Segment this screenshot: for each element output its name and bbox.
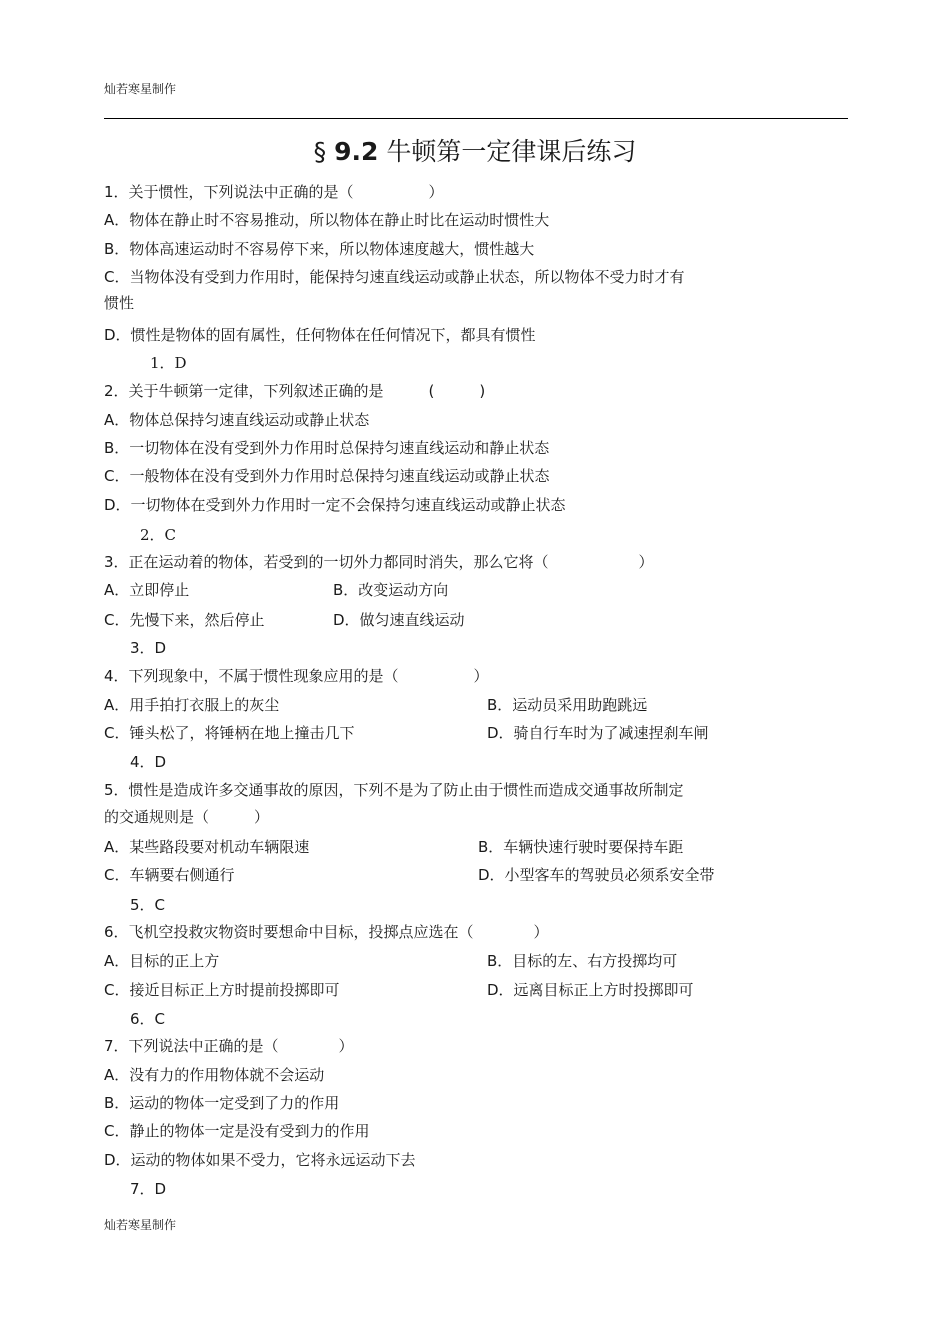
- q7-stem: 7．下列说法中正确的是（ ）: [104, 1037, 354, 1055]
- q7-option-c: C．静止的物体一定是没有受到力的作用: [104, 1122, 370, 1140]
- q3-stem: 3．正在运动着的物体，若受到的一切外力都同时消失，那么它将（ ）: [104, 553, 654, 571]
- q6-option-c: C．接近目标正上方时提前投掷即可: [104, 981, 340, 999]
- section-symbol: §: [313, 137, 327, 166]
- q2-option-a: A．物体总保持匀速直线运动或静止状态: [104, 411, 370, 429]
- q1-option-c: C．当物体没有受到力作用时，能保持匀速直线运动或静止状态，所以物体不受力时才有: [104, 268, 685, 286]
- q1-option-a: A．物体在静止时不容易推动，所以物体在静止时比在运动时惯性大: [104, 211, 550, 229]
- q1-stem: 1．关于惯性，下列说法中正确的是（ ）: [104, 183, 444, 201]
- q2-option-d: D．一切物体在受到外力作用时一定不会保持匀速直线运动或静止状态: [104, 496, 566, 514]
- q6-option-a: A．目标的正上方: [104, 952, 220, 970]
- q5-stem-cont: 的交通规则是（ ）: [104, 808, 270, 826]
- q3-option-c: C．先慢下来，然后停止: [104, 611, 265, 629]
- q5-stem: 5．惯性是造成许多交通事故的原因，下列不是为了防止由于惯性而造成交通事故所制定: [104, 781, 684, 799]
- q7-option-a: A．没有力的作用物体就不会运动: [104, 1066, 325, 1084]
- q4-option-a: A．用手拍打衣服上的灰尘: [104, 696, 280, 714]
- q5-answer: 5．C: [130, 896, 166, 914]
- q3-option-d: D．做匀速直线运动: [333, 611, 465, 629]
- page-footer: 灿若寒星制作: [104, 1218, 177, 1232]
- q5-option-d: D．小型客车的驾驶员必须系安全带: [478, 866, 715, 884]
- q6-stem: 6．飞机空投救灾物资时要想命中目标，投掷点应选在（ ）: [104, 923, 549, 941]
- q3-option-b: B．改变运动方向: [333, 581, 449, 599]
- title-text: 牛顿第一定律课后练习: [386, 137, 637, 166]
- q6-option-b: B．目标的左、右方投掷均可: [487, 952, 678, 970]
- q3-answer: 3．D: [130, 639, 167, 657]
- section-number: 9.2: [334, 137, 379, 166]
- q5-option-b: B．车辆快速行驶时要保持车距: [478, 838, 684, 856]
- q2-option-b: B．一切物体在没有受到外力作用时总保持匀速直线运动和静止状态: [104, 439, 550, 457]
- q1-option-b: B．物体高速运动时不容易停下来，所以物体速度越大，惯性越大: [104, 240, 535, 258]
- header-divider: [104, 118, 848, 119]
- q2-stem: 2．关于牛顿第一定律，下列叙述正确的是 ( ): [104, 382, 486, 400]
- q5-option-a: A．某些路段要对机动车辆限速: [104, 838, 310, 856]
- q6-option-d: D．远离目标正上方时投掷即可: [487, 981, 694, 999]
- q6-answer: 6．C: [130, 1010, 166, 1028]
- page-header: 灿若寒星制作: [104, 82, 177, 96]
- q4-option-d: D．骑自行车时为了减速捏刹车闸: [487, 724, 709, 742]
- q3-option-a: A．立即停止: [104, 581, 190, 599]
- q2-option-c: C．一般物体在没有受到外力作用时总保持匀速直线运动或静止状态: [104, 467, 550, 485]
- q1-option-d: D．惯性是物体的固有属性，任何物体在任何情况下，都具有惯性: [104, 326, 536, 344]
- q4-option-b: B．运动员采用助跑跳远: [487, 696, 648, 714]
- q7-answer: 7．D: [130, 1180, 167, 1198]
- q7-option-d: D．运动的物体如果不受力，它将永远运动下去: [104, 1151, 416, 1169]
- q1-option-c-cont: 惯性: [104, 294, 135, 312]
- q4-answer: 4．D: [130, 753, 167, 771]
- q1-answer: 1．D: [150, 354, 187, 372]
- q4-stem: 4．下列现象中，不属于惯性现象应用的是（ ）: [104, 667, 489, 685]
- q7-option-b: B．运动的物体一定受到了力的作用: [104, 1094, 340, 1112]
- q2-answer: 2．C: [140, 526, 177, 544]
- q5-option-c: C．车辆要右侧通行: [104, 866, 235, 884]
- q4-option-c: C．锤头松了，将锤柄在地上撞击几下: [104, 724, 355, 742]
- page-title: [0, 132, 950, 168]
